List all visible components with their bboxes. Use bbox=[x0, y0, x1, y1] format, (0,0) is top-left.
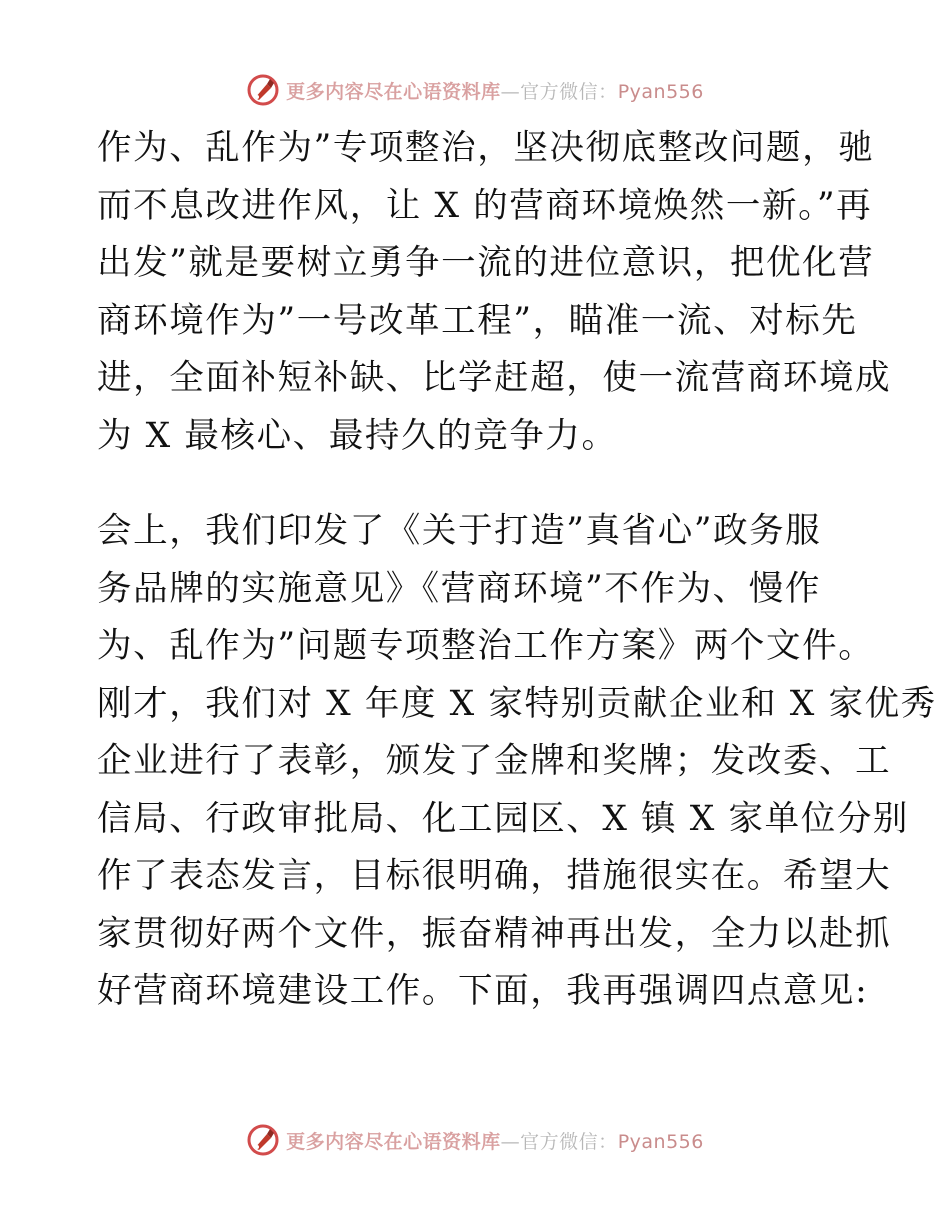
watermark-brand: 更多内容尽在心语资料库 bbox=[286, 80, 501, 103]
watermark-text bbox=[286, 1127, 704, 1154]
pen-logo-icon bbox=[246, 73, 280, 107]
watermark-wechat-id: Pyan556 bbox=[617, 1130, 704, 1153]
text-line: 务品牌的实施意见》《营商环境”不作为、慢作 bbox=[97, 568, 821, 609]
watermark-suffix: 官方微信： bbox=[520, 1130, 618, 1153]
watermark-brand: 更多内容尽在心语资料库 bbox=[286, 1130, 501, 1153]
watermark-separator: — bbox=[500, 80, 521, 103]
paragraph-2 bbox=[97, 503, 937, 1021]
text-line: 商环境作为”一号改革工程”，瞄准一流、对标先 bbox=[97, 300, 858, 341]
document-body bbox=[97, 120, 937, 1021]
footer-watermark-banner bbox=[0, 1118, 950, 1162]
text-line: 好营商环境建设工作。下面，我再强调四点意见: bbox=[97, 971, 869, 1011]
watermark-separator: — bbox=[500, 1130, 521, 1153]
paragraph-spacer bbox=[97, 465, 857, 503]
text-line: 信局、行政审批局、化工园区、X 镇 X 家单位分别 bbox=[97, 798, 910, 839]
pen-logo-icon bbox=[246, 1123, 280, 1157]
text-line: 作了表态发言，目标很明确，措施很实在。希望大 bbox=[97, 856, 892, 896]
paragraph-1 bbox=[97, 120, 892, 465]
header-watermark-banner bbox=[0, 68, 950, 112]
text-line: 会上，我们印发了《关于打造”真省心”政务服 bbox=[97, 511, 822, 551]
text-line: 刚才，我们对 X 年度 X 家特别贡献企业和 X 家优秀 bbox=[97, 683, 937, 724]
text-line: 为、乱作为”问题专项整治工作方案》两个文件。 bbox=[97, 626, 875, 666]
watermark-text bbox=[286, 77, 704, 104]
text-line: 进，全面补短补缺、比学赶超，使一流营商环境成 bbox=[97, 358, 892, 398]
text-line: 企业进行了表彰，颁发了金牌和奖牌；发改委、工 bbox=[97, 741, 892, 781]
text-line: 而不息改进作风，让 X 的营商环境焕然一新。”再 bbox=[97, 185, 873, 226]
text-line: 家贯彻好两个文件，振奋精神再出发，全力以赴抓 bbox=[97, 913, 892, 954]
watermark-wechat-id: Pyan556 bbox=[617, 80, 704, 103]
text-line: 出发”就是要树立勇争一流的进位意识，把优化营 bbox=[97, 243, 875, 283]
text-line: 作为、乱作为”专项整治，坚决彻底整改问题，驰 bbox=[97, 128, 875, 168]
text-line: 为 X 最核心、最持久的竞争力。 bbox=[97, 415, 618, 456]
watermark-suffix: 官方微信： bbox=[520, 80, 618, 103]
